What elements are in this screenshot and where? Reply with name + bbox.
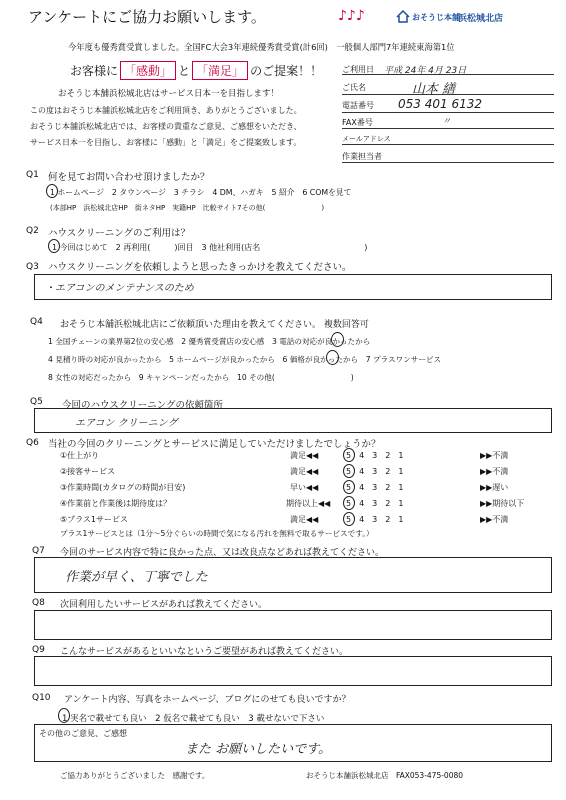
fax-label: FAX番号 xyxy=(342,118,373,127)
music-notes-icon: ♪♪♪ xyxy=(338,8,365,24)
customer-info xyxy=(342,62,554,164)
intro-goal: おそうじ本舗浜松城北店はサービス日本一を目指します！ xyxy=(58,89,280,99)
q10-question: アンケート内容、写真をホームページ、ブログにのせても良いですか？ xyxy=(64,695,351,705)
q10-options: 1 実名で載せても良い 2 仮名で載せても良い 3 載せないで下さい xyxy=(62,714,325,724)
phone-label: 電話番号 xyxy=(342,101,374,110)
q10-other-answer: また お願いしたいです。 xyxy=(185,742,332,757)
staff-label: 作業担当者 xyxy=(342,152,382,161)
q6-finish-circle xyxy=(343,448,355,462)
q2-question: ハウスクリーニングのご利用は？ xyxy=(48,228,191,239)
q1-options: 1 ホームページ 2 タウンページ 3 チラシ 4 DM、ハガキ 5 紹介 6 COMを見て xyxy=(50,188,352,197)
q4-row2: 4 見積り時の対応が良かったから 5 ホームページが良かったから 6 価格が良かったから 7 プラスワンサービス xyxy=(48,355,442,364)
footer-thanks: ご協力ありがとうございました 感謝です。 xyxy=(60,771,210,780)
q1-number: Q1 xyxy=(26,170,39,180)
q5-answer: エアコン クリーニング xyxy=(75,418,178,429)
q8-answer-box[interactable] xyxy=(34,610,552,640)
q4-selected-6-circle xyxy=(326,350,339,365)
footer-contact: おそうじ本舗浜松城北店 FAX053-475-0080 xyxy=(306,771,464,780)
q4-row3: 8 女性の対応だったから 9 キャンペーンだったから 10 その他( ) xyxy=(48,373,354,382)
q10-other-label: その他のご意見、ご感想 xyxy=(39,729,127,738)
q7-answer: 作業が早く、丁寧でした xyxy=(65,570,208,585)
intro-service: サービス日本一を目指し、お客様に「感動」と「満足」をご提案致します。 xyxy=(30,138,302,147)
name-value: 山本 繕 xyxy=(412,82,456,97)
q7-answer-box[interactable] xyxy=(34,557,552,593)
q6-row-finish: ①仕上がり 満足◀◀ 5 4 3 2 1 ▶▶不満 xyxy=(60,450,550,464)
intro-opinion: おそうじ本舗浜松城北店では、お客様の貴重なご意見、ご感想をいただき、 xyxy=(30,122,302,131)
q6-number: Q6 xyxy=(26,438,39,448)
q8-question: 次回利用したいサービスがあれば教えてください。 xyxy=(60,600,268,610)
q4-row1: 1 全国チェーンの業界第2位の安心感 2 優秀賞受賞店の安心感 3 電話の対応が良かったから xyxy=(48,337,371,346)
q3-number: Q3 xyxy=(26,262,39,272)
name-label: ご氏名 xyxy=(342,83,366,92)
survey-title: アンケートにご協力お願いします。 xyxy=(28,8,266,26)
q4-question: おそうじ本舗浜松城北店にご依頼頂いた理由を教えてください。 複数回答可 xyxy=(60,320,369,330)
q10-selected-circle xyxy=(58,708,70,723)
q5-answer-box[interactable] xyxy=(34,408,552,433)
q6-row-time: ③作業時間(カタログの時間が目安) 早い◀◀ 5 4 3 2 1 ▶▶遅い xyxy=(60,482,550,496)
branch-name: 浜松城北店 xyxy=(458,14,504,24)
q2-selected-circle xyxy=(48,239,60,253)
q10-number: Q10 xyxy=(32,693,51,703)
q2-number: Q2 xyxy=(26,226,39,236)
intro-award: 今年度も優秀賞受賞しました。全国FC大会3年連続優秀賞受賞(計6回) 一般個人部門7年連続東海第1位 xyxy=(68,42,455,52)
q1-question: 何を見てお問い合わせ頂けましたか？ xyxy=(48,172,210,183)
brand-name: おそうじ本舗 xyxy=(412,13,460,22)
q6-row-service: ②接客サービス 満足◀◀ 5 4 3 2 1 ▶▶不満 xyxy=(60,466,550,480)
date-label: ご利用日 xyxy=(342,65,374,74)
q3-answer: ・エアコンのメンテナンスのため xyxy=(45,283,194,294)
q6-expectation-circle xyxy=(343,496,355,510)
q2-options: 1 今回はじめて 2 再利用( )回目 3 他社利用(店名 ) xyxy=(52,243,368,252)
fax-value: 〃 xyxy=(442,117,452,127)
q5-number: Q5 xyxy=(30,397,43,407)
q10-other-box[interactable] xyxy=(34,724,552,762)
intro-thanks: この度はおそうじ本舗浜松城北店をご利用頂き、ありがとうございました。 xyxy=(30,106,302,115)
q9-question: こんなサービスがあるといいなというご要望があれば教えてください。 xyxy=(60,647,349,657)
intro-proposal: お客様に 「感動」 と 「満足」 のご提案！！ xyxy=(70,61,322,80)
mail-label: メールアドレス xyxy=(342,135,391,143)
q1-sub-options: (本部HP 浜松城北店HP 街ネタHP 実籍HP 比較サイト7その他( ) xyxy=(50,204,325,212)
date-value: 平成 24年 4月 23日 xyxy=(384,66,467,76)
q7-number: Q7 xyxy=(32,546,45,556)
phone-value: 053 401 6132 xyxy=(398,97,482,111)
q1-selected-circle xyxy=(46,184,58,198)
q6-row-plus1: ⑤プラス1サービス 満足◀◀ 5 4 3 2 1 ▶▶不満 xyxy=(60,514,550,528)
q6-note: プラス1サービスとは（1分～5分ぐらいの時間で気になる汚れを無料で取るサービスです。） xyxy=(60,529,374,538)
q4-selected-3-circle xyxy=(331,332,344,347)
q7-question: 今回のサービス内容で特に良かった点、又は改良点などあれば教えてください。 xyxy=(60,548,385,558)
q6-question: 当社の今回のクリーニングとサービスに満足していただけましたでしょうか？ xyxy=(48,439,381,450)
q4-number: Q4 xyxy=(30,317,43,327)
q6-service-circle xyxy=(343,464,355,478)
q3-question: ハウスクリーニングを依頼しようと思ったきっかけを教えてください。 xyxy=(48,262,352,273)
q9-answer-box[interactable] xyxy=(34,656,552,686)
q6-plus1-circle xyxy=(343,512,355,526)
q6-row-expectation: ④作業前と作業後は期待度は？ 期待以上◀◀ 5 4 3 2 1 ▶▶期待以下 xyxy=(60,498,550,512)
q8-number: Q8 xyxy=(32,598,45,608)
q3-answer-box[interactable] xyxy=(34,274,552,300)
q5-question: 今回のハウスクリーニングの依頼箇所 xyxy=(62,400,224,411)
q9-number: Q9 xyxy=(32,645,45,655)
house-logo-icon xyxy=(396,10,410,25)
q6-time-circle xyxy=(343,480,355,494)
